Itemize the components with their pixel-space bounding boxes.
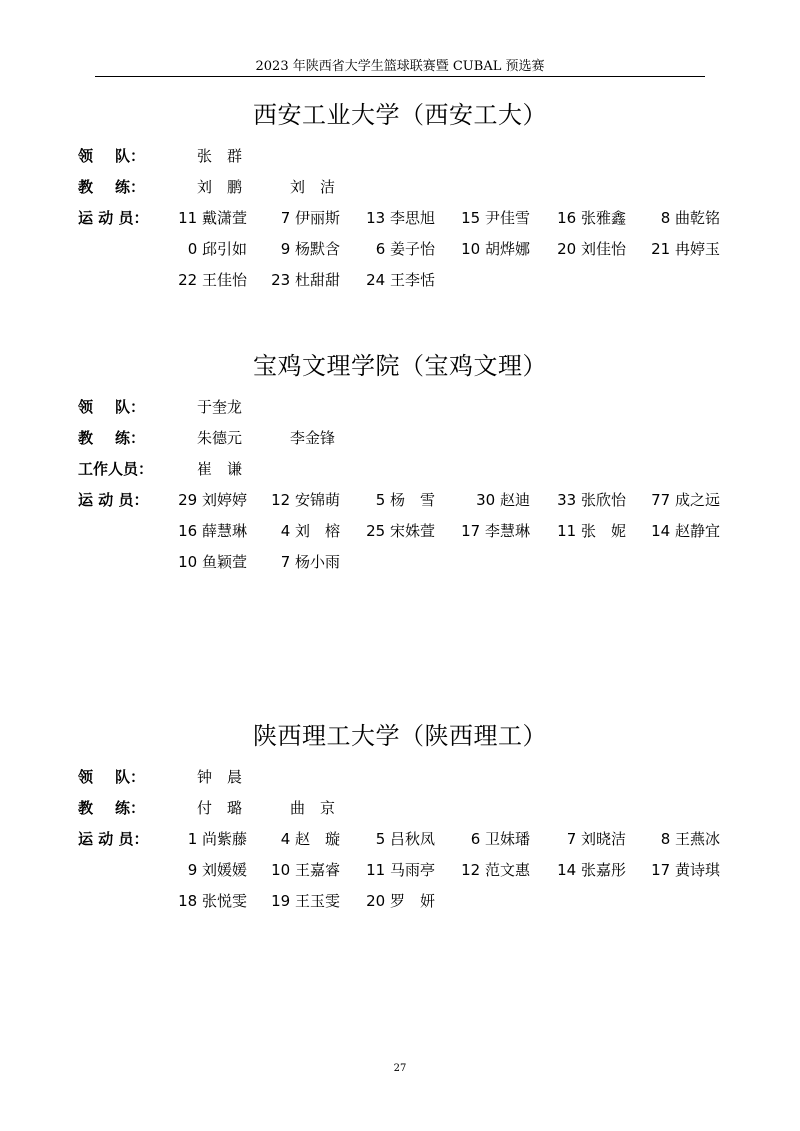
player-entry: 11 张 妮	[557, 522, 626, 540]
player-entry: 6 卫妹璠	[470, 830, 530, 848]
player-entry: 20 罗 妍	[366, 892, 435, 910]
page-number: 27	[393, 1063, 407, 1074]
leader-row	[0, 145, 800, 169]
leader-name: 张 群	[197, 147, 243, 165]
coach-label-rest: 练：	[115, 799, 146, 817]
player-entry: 12 范文惠	[461, 861, 530, 879]
player-entry: 10 鱼颖萱	[178, 553, 247, 571]
coach-name: 付 璐	[197, 799, 243, 817]
players-label: 运 动 员：	[78, 491, 149, 509]
player-entry: 24 王李恬	[366, 271, 435, 289]
player-entry: 7 杨小雨	[280, 553, 340, 571]
leader-row	[0, 766, 800, 790]
player-entry: 77 成之远	[651, 491, 720, 509]
player-entry: 17 黄诗琪	[651, 861, 720, 879]
header-title: 2023 年陕西省大学生篮球联赛暨 CUBAL 预选赛	[255, 59, 545, 74]
player-entry: 4 刘 榕	[280, 522, 340, 540]
coach-name: 李金锋	[290, 429, 336, 447]
coach-name: 朱德元	[197, 429, 243, 447]
leader-name: 钟 晨	[197, 768, 243, 786]
player-entry: 18 张悦雯	[178, 892, 247, 910]
staff-label: 工作人员：	[78, 460, 154, 478]
player-entry: 19 王玉雯	[271, 892, 340, 910]
player-entry: 25 宋姝萱	[366, 522, 435, 540]
leader-label-char: 领	[78, 147, 94, 165]
staff-name: 崔 谦	[197, 460, 243, 478]
leader-label-char: 领	[78, 768, 94, 786]
leader-row	[0, 396, 800, 420]
staff-row	[0, 458, 800, 482]
player-entry: 11 戴潇萱	[178, 209, 247, 227]
team-name: 宝鸡文理学院（宝鸡文理）	[253, 352, 547, 380]
team-name: 西安工业大学（西安工大）	[253, 101, 547, 129]
player-entry: 9 刘媛媛	[187, 861, 247, 879]
player-entry: 1 尚紫藤	[187, 830, 247, 848]
leader-label-char: 领	[78, 398, 94, 416]
player-entry: 5 吕秋凤	[375, 830, 435, 848]
player-entry: 9 杨默含	[280, 240, 340, 258]
leader-label-rest: 队：	[115, 147, 146, 165]
player-entry: 29 刘婷婷	[178, 491, 247, 509]
player-entry: 20 刘佳怡	[557, 240, 626, 258]
leader-name: 于奎龙	[197, 398, 243, 416]
coach-row	[0, 427, 800, 451]
coach-name: 曲 京	[290, 799, 336, 817]
team-name: 陕西理工大学（陕西理工）	[253, 722, 547, 750]
player-entry: 12 安锦萌	[271, 491, 340, 509]
player-entry: 14 张嘉彤	[557, 861, 626, 879]
coach-label-char: 教	[78, 799, 94, 817]
player-entry: 21 冉婷玉	[651, 240, 720, 258]
players-label: 运 动 员：	[78, 830, 149, 848]
player-entry: 11 马雨亭	[366, 861, 435, 879]
player-entry: 8 曲乾铭	[660, 209, 720, 227]
leader-label-rest: 队：	[115, 768, 146, 786]
coach-label-char: 教	[78, 429, 94, 447]
player-entry: 15 尹佳雪	[461, 209, 530, 227]
player-entry: 16 张雅鑫	[557, 209, 626, 227]
player-entry: 10 胡烨娜	[461, 240, 530, 258]
player-entry: 0 邱引如	[187, 240, 247, 258]
player-entry: 8 王燕冰	[660, 830, 720, 848]
player-entry: 13 李思旭	[366, 209, 435, 227]
player-entry: 10 王嘉睿	[271, 861, 340, 879]
player-entry: 17 李慧琳	[461, 522, 530, 540]
player-entry: 7 伊丽斯	[280, 209, 340, 227]
player-entry: 33 张欣怡	[557, 491, 626, 509]
player-entry: 5 杨 雪	[375, 491, 435, 509]
player-entry: 4 赵 璇	[280, 830, 340, 848]
player-entry: 22 王佳怡	[178, 271, 247, 289]
player-entry: 7 刘晓洁	[566, 830, 626, 848]
player-entry: 6 姜子怡	[375, 240, 435, 258]
leader-label-rest: 队：	[115, 398, 146, 416]
player-entry: 14 赵静宜	[651, 522, 720, 540]
coach-name: 刘 洁	[290, 178, 336, 196]
coach-row	[0, 176, 800, 200]
header-rule	[95, 76, 705, 77]
player-entry: 30 赵迪	[476, 491, 530, 509]
player-entry: 23 杜甜甜	[271, 271, 340, 289]
coach-name: 刘 鹏	[197, 178, 243, 196]
coach-label-rest: 练：	[115, 178, 146, 196]
players-label: 运 动 员：	[78, 209, 149, 227]
coach-label-char: 教	[78, 178, 94, 196]
player-entry: 16 薛慧琳	[178, 522, 247, 540]
coach-label-rest: 练：	[115, 429, 146, 447]
coach-row	[0, 797, 800, 821]
